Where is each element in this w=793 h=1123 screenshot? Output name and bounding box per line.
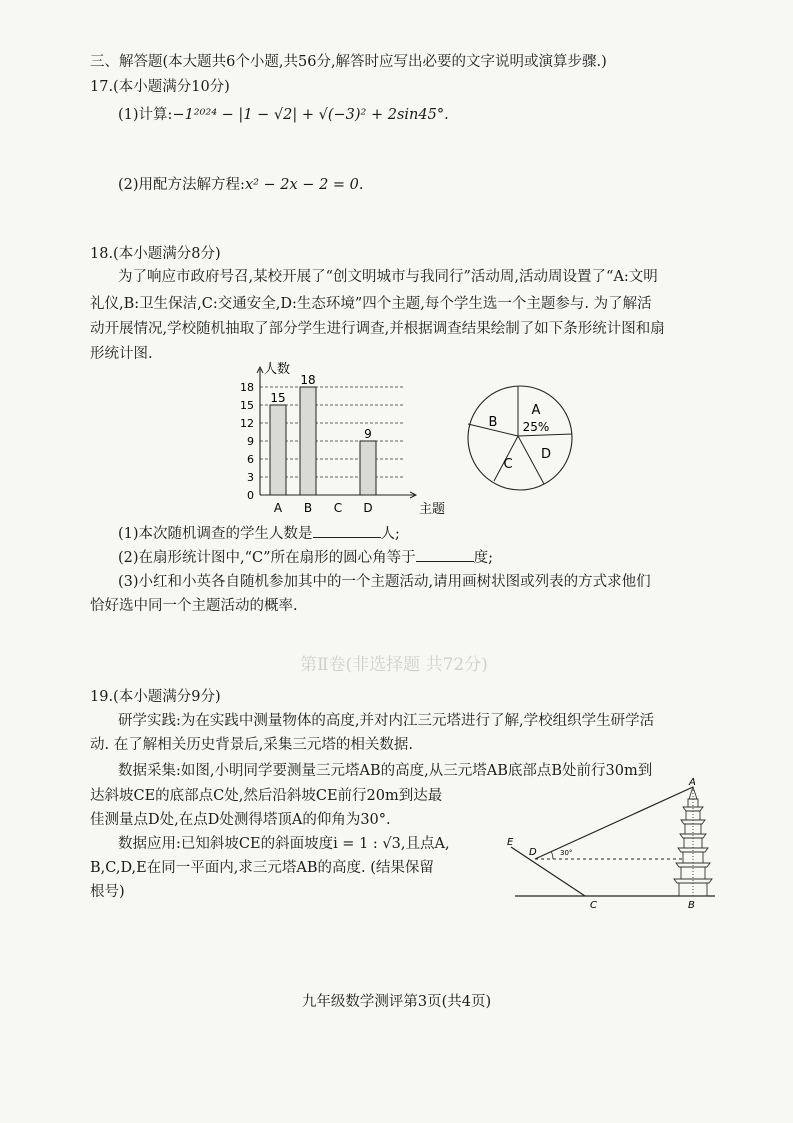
answer-blank-1[interactable] (313, 537, 381, 538)
point-label-b: B (688, 900, 695, 911)
q18-intro-line1: 为了响应市政府号召,某校开展了“创文明城市与我同行”活动周,活动周设置了“A:文明 (118, 269, 658, 285)
q18-sub3-line1: (3)小红和小英各自随机参加其中的一个主题活动,请用画树状图或列表的方式求他们 (118, 574, 651, 590)
pie-outline (468, 386, 572, 490)
x-tick-label: C (333, 501, 343, 515)
bleed-through-heading: 第Ⅱ卷(非选择题 共72分) (300, 655, 488, 675)
pagoda-icon (674, 787, 712, 896)
bar-data-label: 9 (364, 427, 372, 441)
y-tick-label: 0 (247, 489, 254, 502)
q19-p3-line2: B,C,D,E在同一平面内,求三元塔AB的高度. (结果保留 (90, 860, 434, 876)
bar-d (360, 441, 376, 495)
x-tick-label: A (273, 501, 283, 515)
point-label-d: D (529, 847, 537, 858)
q18-sub1-unit: 人; (380, 526, 400, 542)
q18-intro-line3: 动开展情况,学校随机抽取了部分学生进行调查,并根据调查结果绘制了如下条形统计图和扇 (90, 321, 665, 337)
point-label-c: C (590, 900, 597, 911)
x-tick-label: B (303, 501, 313, 515)
angle-arc (552, 852, 554, 859)
q17-title: 17.(本小题满分10分) (90, 79, 230, 95)
q17-part1-expression: −1²⁰²⁴ − |1 − √2| + √(−3)² + 2sin45°. (172, 107, 449, 123)
q18-sub2-text: (2)在扇形统计图中,“C”所在扇形的圆心角等于 (118, 550, 416, 566)
q17-part1-prefix: (1)计算: (118, 107, 173, 123)
q19-p3-line1: 数据应用:已知斜坡CE的斜面坡度i = 1 : √3,且点A, (118, 836, 450, 852)
section-header: 三、解答题(本大题共6个小题,共56分,解答时应写出必要的文字说明或演算步骤.) (90, 54, 607, 70)
point-label-e: E (507, 837, 514, 848)
q19-title: 19.(本小题满分9分) (90, 689, 221, 705)
x-tick-label: D (363, 501, 373, 515)
bar-data-label: 18 (300, 373, 316, 387)
bar-chart (225, 357, 455, 517)
pie-slice-label-d: D (540, 447, 552, 462)
pie-slice-border (518, 434, 572, 436)
q19-p2-line2: 达斜坡CE的底部点C处,然后沿斜坡CE前行20m到达最 (90, 788, 443, 804)
q18-sub3-line2: 恰好选中同一个主题活动的概率. (90, 598, 298, 614)
q18-sub1 (118, 527, 400, 542)
q19-p3-line3: 根号) (90, 884, 125, 900)
q18-sub2-unit: 度; (473, 550, 493, 566)
y-tick-label: 18 (240, 381, 254, 394)
q18-sub1-text: (1)本次随机调查的学生人数是 (118, 526, 313, 542)
pie-slice-label-c: C (503, 457, 513, 472)
q18-intro-line2: 礼仪,B:卫生保洁,C:交通安全,D:生态环境”四个主题,每个学生选一个主题参与. 为了解活 (90, 296, 652, 312)
q18-title: 18.(本小题满分8分) (90, 246, 221, 262)
pie-slice-label-b: B (488, 415, 498, 430)
y-tick-label: 3 (247, 471, 254, 484)
q19-p2-line3: 佳测量点D处,在点D处测得塔顶A的仰角为30°. (90, 812, 391, 828)
bar-data-label: 15 (270, 391, 286, 405)
pie-slice-value-a: 25% (522, 420, 550, 434)
y-axis-label: 人数 (264, 362, 291, 377)
q19-p1-line1: 研学实践:为在实践中测量物体的高度,并对内江三元塔进行了解,学校组织学生研学活 (118, 713, 655, 729)
q17-part2 (118, 178, 364, 193)
q19-p1-line2: 动. 在了解相关历史背景后,采集三元塔的相关数据. (90, 737, 413, 753)
pagoda-figure (505, 775, 725, 925)
q19-p2-line1: 数据采集:如图,小明同学要测量三元塔AB的高度,从三元塔AB底部点B处前行30m到 (118, 763, 653, 779)
pie-slice-label-a: A (531, 403, 541, 418)
q18-sub2 (118, 551, 493, 566)
q18-intro-line4: 形统计图. (90, 346, 153, 362)
q17-part1 (118, 108, 449, 123)
bar-b (300, 387, 316, 495)
x-axis-label: 主题 (419, 502, 446, 517)
q17-part2-prefix: (2)用配方法解方程: (118, 177, 245, 193)
y-tick-label: 9 (247, 435, 254, 448)
page-footer: 九年级数学测评第3页(共4页) (301, 994, 492, 1010)
y-tick-label: 12 (240, 417, 254, 430)
angle-label: 30° (560, 849, 573, 857)
sight-line-da (535, 787, 693, 859)
y-tick-label: 6 (247, 453, 254, 466)
slope-ec (511, 847, 585, 896)
answer-blank-2[interactable] (416, 561, 474, 562)
q17-part2-expression: x² − 2x − 2 = 0. (244, 177, 364, 193)
bar-a (270, 405, 286, 495)
y-tick-label: 15 (240, 399, 254, 412)
pie-chart (460, 378, 580, 498)
point-label-a: A (689, 777, 696, 788)
